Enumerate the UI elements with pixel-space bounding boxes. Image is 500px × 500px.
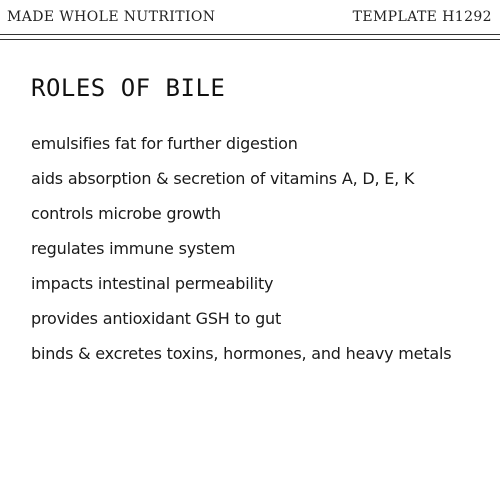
template-code: TEMPLATE H1292 xyxy=(352,9,492,25)
list-item: binds & excretes toxins, hormones, and heavy metals xyxy=(31,344,452,363)
list-item: emulsifies fat for further digestion xyxy=(31,134,298,153)
list-item: aids absorption & secretion of vitamins A, D, E, K xyxy=(31,169,415,188)
list-item: regulates immune system xyxy=(31,239,236,258)
roles-list xyxy=(31,132,491,377)
page-header xyxy=(0,9,500,31)
list-item: provides antioxidant GSH to gut xyxy=(31,309,282,328)
header-divider-top xyxy=(0,34,500,35)
page-title: ROLES OF BILE xyxy=(31,74,226,102)
list-item: impacts intestinal permeability xyxy=(31,274,274,293)
list-item: controls microbe growth xyxy=(31,204,221,223)
brand-name: MADE WHOLE NUTRITION xyxy=(7,9,216,25)
header-divider-bottom xyxy=(0,39,500,40)
